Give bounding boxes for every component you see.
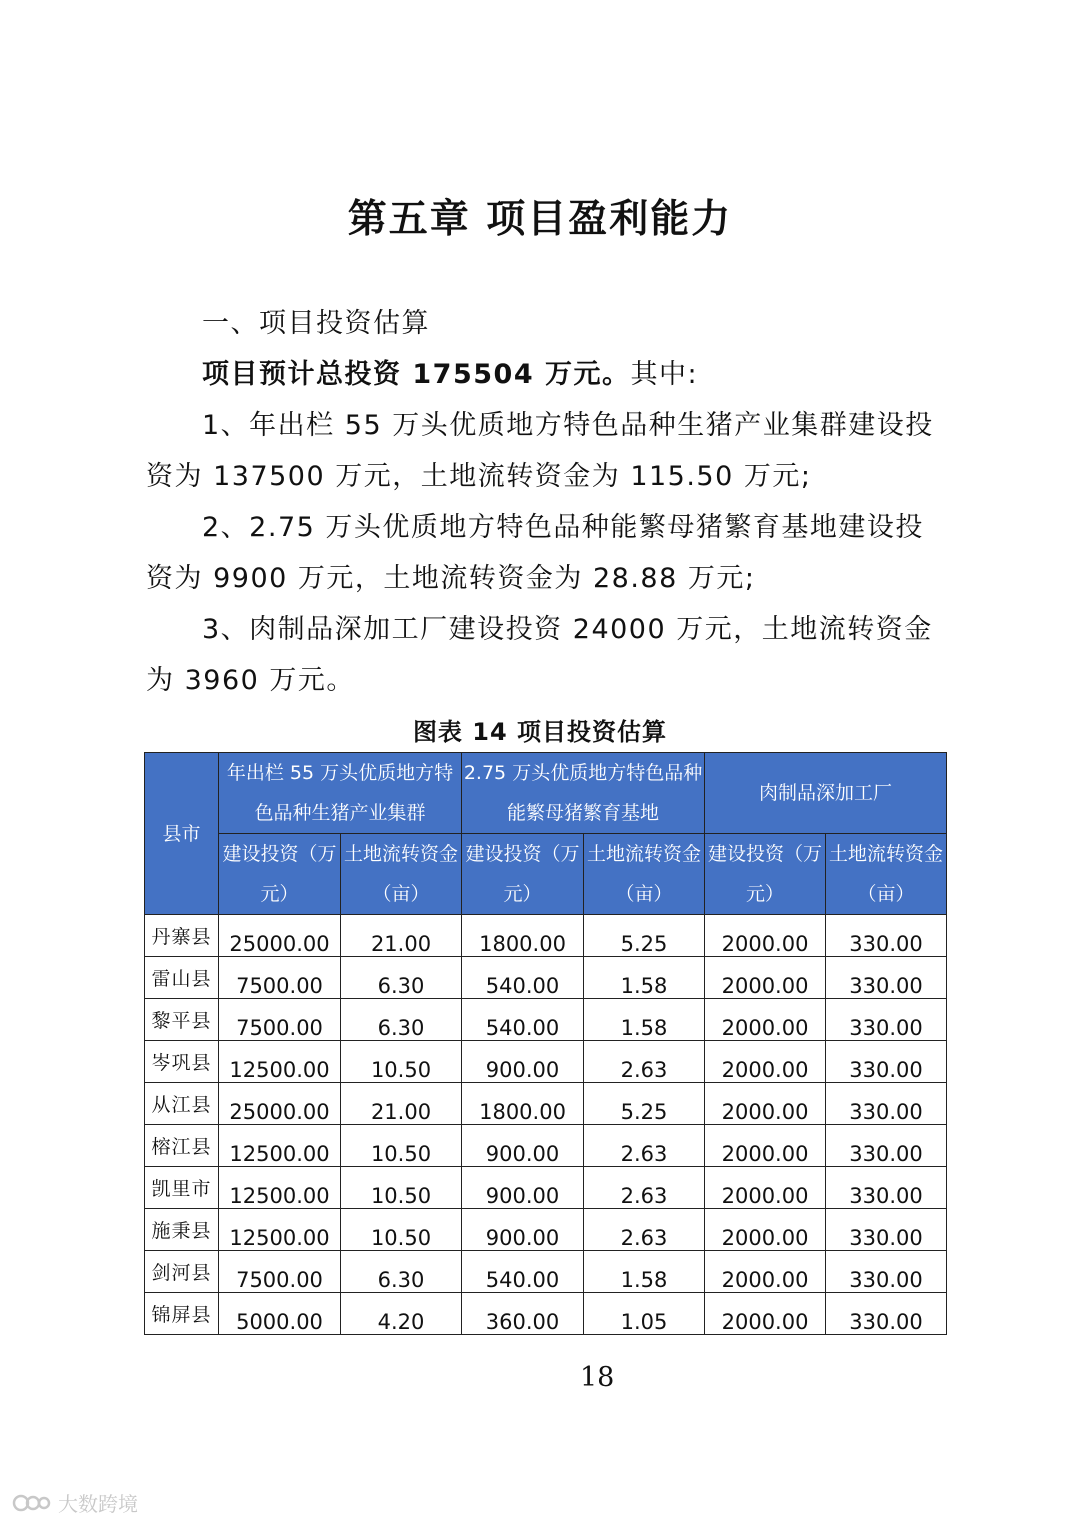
county-cell: 岑巩县: [145, 1041, 219, 1083]
value-cell: 900.00: [462, 1209, 584, 1251]
county-cell: 凯里市: [145, 1167, 219, 1209]
value-cell: 21.00: [341, 1083, 462, 1125]
value-cell: 330.00: [826, 1125, 947, 1167]
chapter-title: 第五章 项目盈利能力: [347, 196, 733, 242]
table-row: [145, 1041, 947, 1083]
table-row: [145, 1293, 947, 1335]
value-cell: 25000.00: [219, 1083, 341, 1125]
value-cell: 2.63: [584, 1209, 705, 1251]
value-cell: 2.63: [584, 1167, 705, 1209]
county-cell: 雷山县: [145, 957, 219, 999]
watermark-text: 大数跨境: [58, 1492, 138, 1516]
value-cell: 12500.00: [219, 1209, 341, 1251]
value-cell: 330.00: [826, 1041, 947, 1083]
total-investment: [146, 349, 946, 400]
subheader-investment: 建设投资（万元）: [219, 834, 341, 915]
value-cell: 330.00: [826, 1209, 947, 1251]
value-cell: 2000.00: [705, 1251, 826, 1293]
value-cell: 10.50: [341, 1209, 462, 1251]
investment-table: [144, 752, 947, 1335]
county-cell: 黎平县: [145, 999, 219, 1041]
watermark-logo-icon: [12, 1492, 52, 1514]
subheader-land: 土地流转资金（亩）: [341, 834, 462, 915]
county-cell: 榕江县: [145, 1125, 219, 1167]
watermark: [12, 1488, 138, 1517]
county-cell: 施秉县: [145, 1209, 219, 1251]
value-cell: 2000.00: [705, 999, 826, 1041]
value-cell: 2.63: [584, 1125, 705, 1167]
value-cell: 330.00: [826, 915, 947, 957]
value-cell: 10.50: [341, 1167, 462, 1209]
value-cell: 12500.00: [219, 1041, 341, 1083]
value-cell: 2000.00: [705, 1083, 826, 1125]
value-cell: 1800.00: [462, 1083, 584, 1125]
value-cell: 10.50: [341, 1041, 462, 1083]
value-cell: 21.00: [341, 915, 462, 957]
value-cell: 330.00: [826, 1167, 947, 1209]
value-cell: 2000.00: [705, 1209, 826, 1251]
value-cell: 7500.00: [219, 957, 341, 999]
value-cell: 330.00: [826, 999, 947, 1041]
value-cell: 1.58: [584, 999, 705, 1041]
value-cell: 2000.00: [705, 1293, 826, 1335]
county-header: 县市: [145, 753, 219, 915]
total-investment-bold: 项目预计总投资 175504 万元。: [202, 359, 631, 390]
table-row: [145, 999, 947, 1041]
value-cell: 2000.00: [705, 1167, 826, 1209]
value-cell: 2000.00: [705, 1125, 826, 1167]
value-cell: 5.25: [584, 1083, 705, 1125]
group-header-pig-cluster: 年出栏 55 万头优质地方特色品种生猪产业集群: [219, 753, 462, 834]
subheader-land: 土地流转资金（亩）: [826, 834, 947, 915]
value-cell: 2.63: [584, 1041, 705, 1083]
value-cell: 330.00: [826, 957, 947, 999]
table-body: [145, 915, 947, 1335]
county-cell: 锦屏县: [145, 1293, 219, 1335]
value-cell: 1.58: [584, 957, 705, 999]
value-cell: 360.00: [462, 1293, 584, 1335]
county-cell: 剑河县: [145, 1251, 219, 1293]
page-number: 18: [580, 1362, 615, 1393]
table-row: [145, 957, 947, 999]
value-cell: 6.30: [341, 957, 462, 999]
value-cell: 1800.00: [462, 915, 584, 957]
county-cell: 从江县: [145, 1083, 219, 1125]
value-cell: 6.30: [341, 1251, 462, 1293]
subheader-investment: 建设投资（万元）: [705, 834, 826, 915]
value-cell: 1.05: [584, 1293, 705, 1335]
table-row: [145, 1083, 947, 1125]
table-caption: 图表 14 项目投资估算: [412, 718, 668, 746]
value-cell: 540.00: [462, 957, 584, 999]
value-cell: 7500.00: [219, 999, 341, 1041]
value-cell: 900.00: [462, 1041, 584, 1083]
section-heading: 一、项目投资估算: [202, 308, 430, 339]
value-cell: 25000.00: [219, 915, 341, 957]
value-cell: 2000.00: [705, 915, 826, 957]
value-cell: 12500.00: [219, 1167, 341, 1209]
value-cell: 330.00: [826, 1251, 947, 1293]
value-cell: 2000.00: [705, 1041, 826, 1083]
table-row: [145, 1251, 947, 1293]
value-cell: 540.00: [462, 1251, 584, 1293]
value-cell: 7500.00: [219, 1251, 341, 1293]
value-cell: 5000.00: [219, 1293, 341, 1335]
investment-item-3: 3、肉制品深加工厂建设投资 24000 万元，土地流转资金为 3960 万元。: [146, 614, 933, 696]
value-cell: 10.50: [341, 1125, 462, 1167]
group-header-meat-factory: 肉制品深加工厂: [705, 753, 947, 834]
total-investment-rest: 其中:: [630, 359, 699, 390]
table-row: [145, 1209, 947, 1251]
value-cell: 900.00: [462, 1125, 584, 1167]
table-row: [145, 1167, 947, 1209]
value-cell: 2000.00: [705, 957, 826, 999]
group-header-sow-base: 2.75 万头优质地方特色品种能繁母猪繁育基地: [462, 753, 705, 834]
subheader-investment: 建设投资（万元）: [462, 834, 584, 915]
value-cell: 4.20: [341, 1293, 462, 1335]
value-cell: 900.00: [462, 1167, 584, 1209]
value-cell: 540.00: [462, 999, 584, 1041]
value-cell: 330.00: [826, 1293, 947, 1335]
county-cell: 丹寨县: [145, 915, 219, 957]
value-cell: 1.58: [584, 1251, 705, 1293]
value-cell: 12500.00: [219, 1125, 341, 1167]
value-cell: 330.00: [826, 1083, 947, 1125]
investment-item-2: 2、2.75 万头优质地方特色品种能繁母猪繁育基地建设投资为 9900 万元，土地流转资金为 28.88 万元;: [146, 512, 924, 594]
investment-item-1: 1、年出栏 55 万头优质地方特色品种生猪产业集群建设投资为 137500 万元，土地流转资金为 115.50 万元;: [146, 410, 934, 492]
value-cell: 5.25: [584, 915, 705, 957]
subheader-land: 土地流转资金（亩）: [584, 834, 705, 915]
value-cell: 6.30: [341, 999, 462, 1041]
table-row: [145, 915, 947, 957]
table-row: [145, 1125, 947, 1167]
